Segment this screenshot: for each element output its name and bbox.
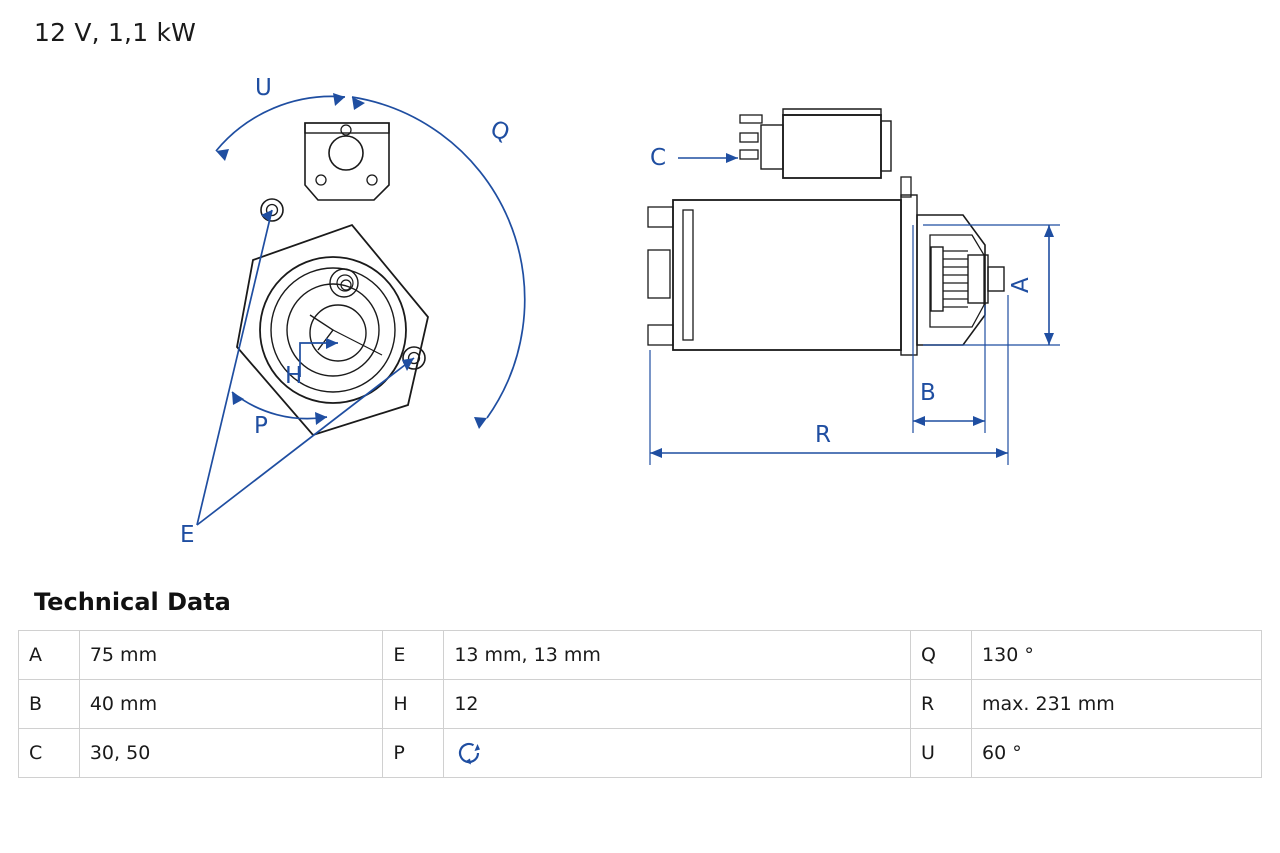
row-key-q: Q bbox=[911, 631, 972, 680]
row-key-b: B bbox=[19, 680, 80, 729]
row-value-a: 75 mm bbox=[79, 631, 383, 680]
row-value-b: 40 mm bbox=[79, 680, 383, 729]
label-A: A bbox=[1008, 277, 1034, 293]
row-value-h: 12 bbox=[444, 680, 911, 729]
row-key-r: R bbox=[911, 680, 972, 729]
label-P: P bbox=[254, 413, 268, 439]
row-value-r: max. 231 mm bbox=[972, 680, 1262, 729]
row-key-c: C bbox=[19, 729, 80, 778]
table-row bbox=[19, 680, 1262, 729]
left-view-labels bbox=[180, 75, 513, 548]
label-C: C bbox=[650, 145, 667, 171]
rotation-clockwise-icon bbox=[454, 738, 484, 768]
left-view-dimension-lines bbox=[197, 93, 525, 525]
technical-data-table bbox=[18, 630, 1262, 778]
page-title: 12 V, 1,1 kW bbox=[34, 18, 197, 47]
left-view-front bbox=[220, 123, 436, 435]
label-U: U bbox=[255, 75, 272, 101]
label-H: H bbox=[285, 363, 303, 389]
label-R: R bbox=[815, 422, 831, 448]
row-key-e: E bbox=[383, 631, 444, 680]
table-row bbox=[19, 631, 1262, 680]
row-value-e: 13 mm, 13 mm bbox=[444, 631, 911, 680]
row-key-p: P bbox=[383, 729, 444, 778]
row-key-u: U bbox=[911, 729, 972, 778]
row-value-c: 30, 50 bbox=[79, 729, 383, 778]
starter-motor-technical-drawing bbox=[0, 55, 1280, 575]
label-E: E bbox=[180, 522, 195, 548]
row-value-q: 130 ° bbox=[972, 631, 1262, 680]
table-row bbox=[19, 729, 1262, 778]
label-Q: Q bbox=[486, 116, 513, 147]
technical-data-heading: Technical Data bbox=[34, 588, 231, 616]
right-view-labels bbox=[650, 145, 1034, 448]
row-value-p bbox=[444, 729, 911, 778]
label-B: B bbox=[920, 380, 936, 406]
right-view-side bbox=[648, 109, 1004, 355]
row-key-a: A bbox=[19, 631, 80, 680]
row-value-u: 60 ° bbox=[972, 729, 1262, 778]
row-key-h: H bbox=[383, 680, 444, 729]
